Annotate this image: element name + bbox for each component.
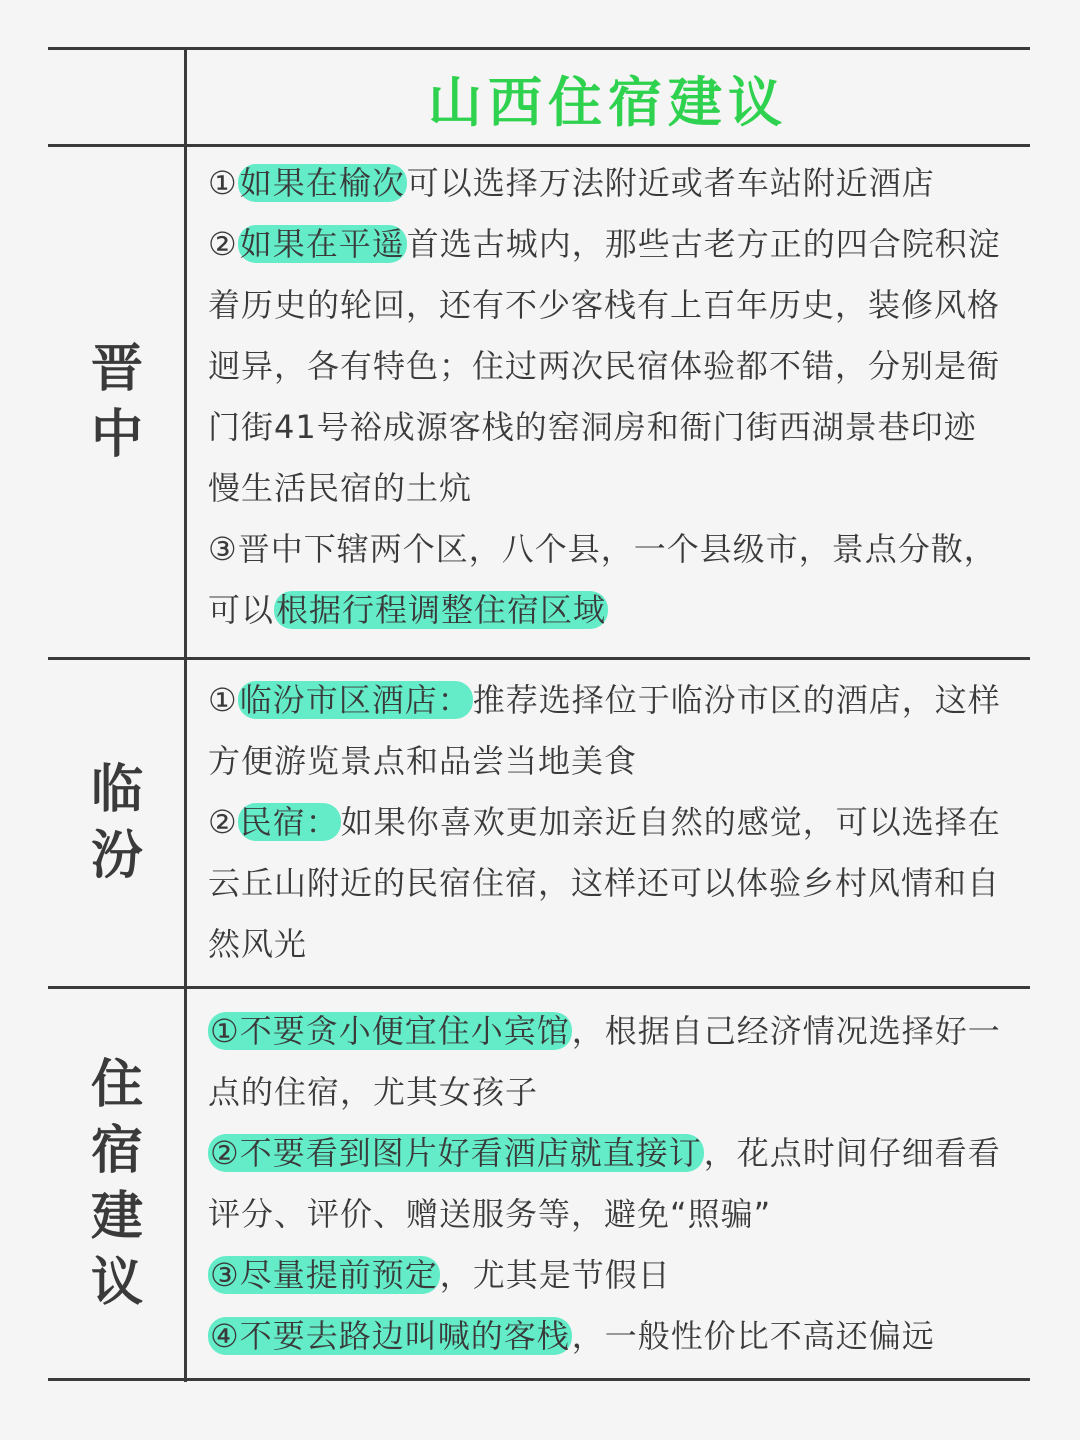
list-item bbox=[208, 1001, 1008, 1123]
item-highlight: ②不要看到图片好看酒店就直接订 bbox=[210, 1134, 702, 1172]
section-content-jinzhong bbox=[208, 153, 1008, 641]
section-label-char: 临 bbox=[90, 760, 143, 820]
item-number: ① bbox=[208, 681, 238, 719]
item-number: ② bbox=[208, 225, 238, 263]
item-text: 推荐选择位于临汾市区的酒店，这样方便游览景点和品尝当地美食 bbox=[208, 681, 1001, 780]
item-text: 如果你喜欢更加亲近自然的感觉，可以选择在云丘山附近的民宿住宿，这样还可以体验乡村风情和自然风光 bbox=[208, 803, 1001, 963]
item-text: 可以选择万法附近或者车站附近酒店 bbox=[406, 164, 935, 202]
list-item bbox=[208, 792, 1008, 975]
list-item bbox=[208, 670, 1008, 792]
item-text: ，根据自己经济情况选择好一点的住宿，尤其女孩子 bbox=[208, 1012, 1001, 1111]
item-highlight: 根据行程调整住宿区域 bbox=[276, 591, 607, 629]
item-highlight: ③尽量提前预定 bbox=[210, 1256, 438, 1294]
item-number: ② bbox=[208, 803, 238, 841]
section-label-linfen bbox=[50, 660, 184, 986]
list-item bbox=[208, 153, 1008, 214]
table-divider-2 bbox=[48, 986, 1030, 989]
item-number: ① bbox=[208, 164, 238, 202]
section-label-tips bbox=[50, 989, 184, 1378]
section-content-tips bbox=[208, 1001, 1008, 1367]
section-label-char: 建 bbox=[90, 1186, 143, 1247]
section-label-char: 中 bbox=[90, 405, 143, 465]
section-label-char: 汾 bbox=[90, 826, 143, 886]
item-text: 首选古城内，那些古老方正的四合院积淀着历史的轮回，还有不少客栈有上百年历史，装修风格迥异，各有特色；住过两次民宿体验都不错，分别是衙门街41号裕成源客栈的窑洞房和衙门街西湖景巷印迹慢生活民宿的土炕 bbox=[208, 225, 1001, 507]
list-item bbox=[208, 1245, 1008, 1306]
table-column-divider bbox=[184, 48, 187, 1382]
item-highlight: ④不要去路边叫喊的客栈 bbox=[210, 1317, 570, 1355]
list-item bbox=[208, 1306, 1008, 1367]
table-border-bottom bbox=[48, 1378, 1030, 1381]
item-highlight: 如果在平遥 bbox=[239, 225, 405, 263]
list-item bbox=[208, 214, 1008, 519]
item-highlight: 如果在榆次 bbox=[239, 164, 405, 202]
item-text: ，一般性价比不高还偏远 bbox=[571, 1317, 935, 1355]
section-label-char: 晋 bbox=[90, 339, 143, 399]
list-item bbox=[208, 519, 1008, 641]
list-item bbox=[208, 1123, 1008, 1245]
section-label-char: 住 bbox=[90, 1054, 143, 1115]
table-divider-1 bbox=[48, 657, 1030, 660]
item-text: ，花点时间仔细看看评分、评价、赠送服务等，避免“照骗” bbox=[208, 1134, 1001, 1233]
section-content-linfen bbox=[208, 670, 1008, 975]
section-label-jinzhong bbox=[50, 147, 184, 657]
item-highlight: 民宿： bbox=[239, 803, 339, 841]
page-title: 山西住宿建议 bbox=[428, 70, 788, 134]
item-highlight: 临汾市区酒店： bbox=[239, 681, 471, 719]
item-highlight: ①不要贪小便宜住小宾馆 bbox=[210, 1012, 570, 1050]
section-label-char: 宿 bbox=[90, 1120, 143, 1181]
section-label-char: 议 bbox=[90, 1252, 143, 1313]
item-text: 晋中下辖两个区，八个县，一个县级市，景点分散，可以 bbox=[208, 530, 997, 629]
item-number: ③ bbox=[208, 530, 238, 568]
item-text: ，尤其是节假日 bbox=[439, 1256, 671, 1294]
